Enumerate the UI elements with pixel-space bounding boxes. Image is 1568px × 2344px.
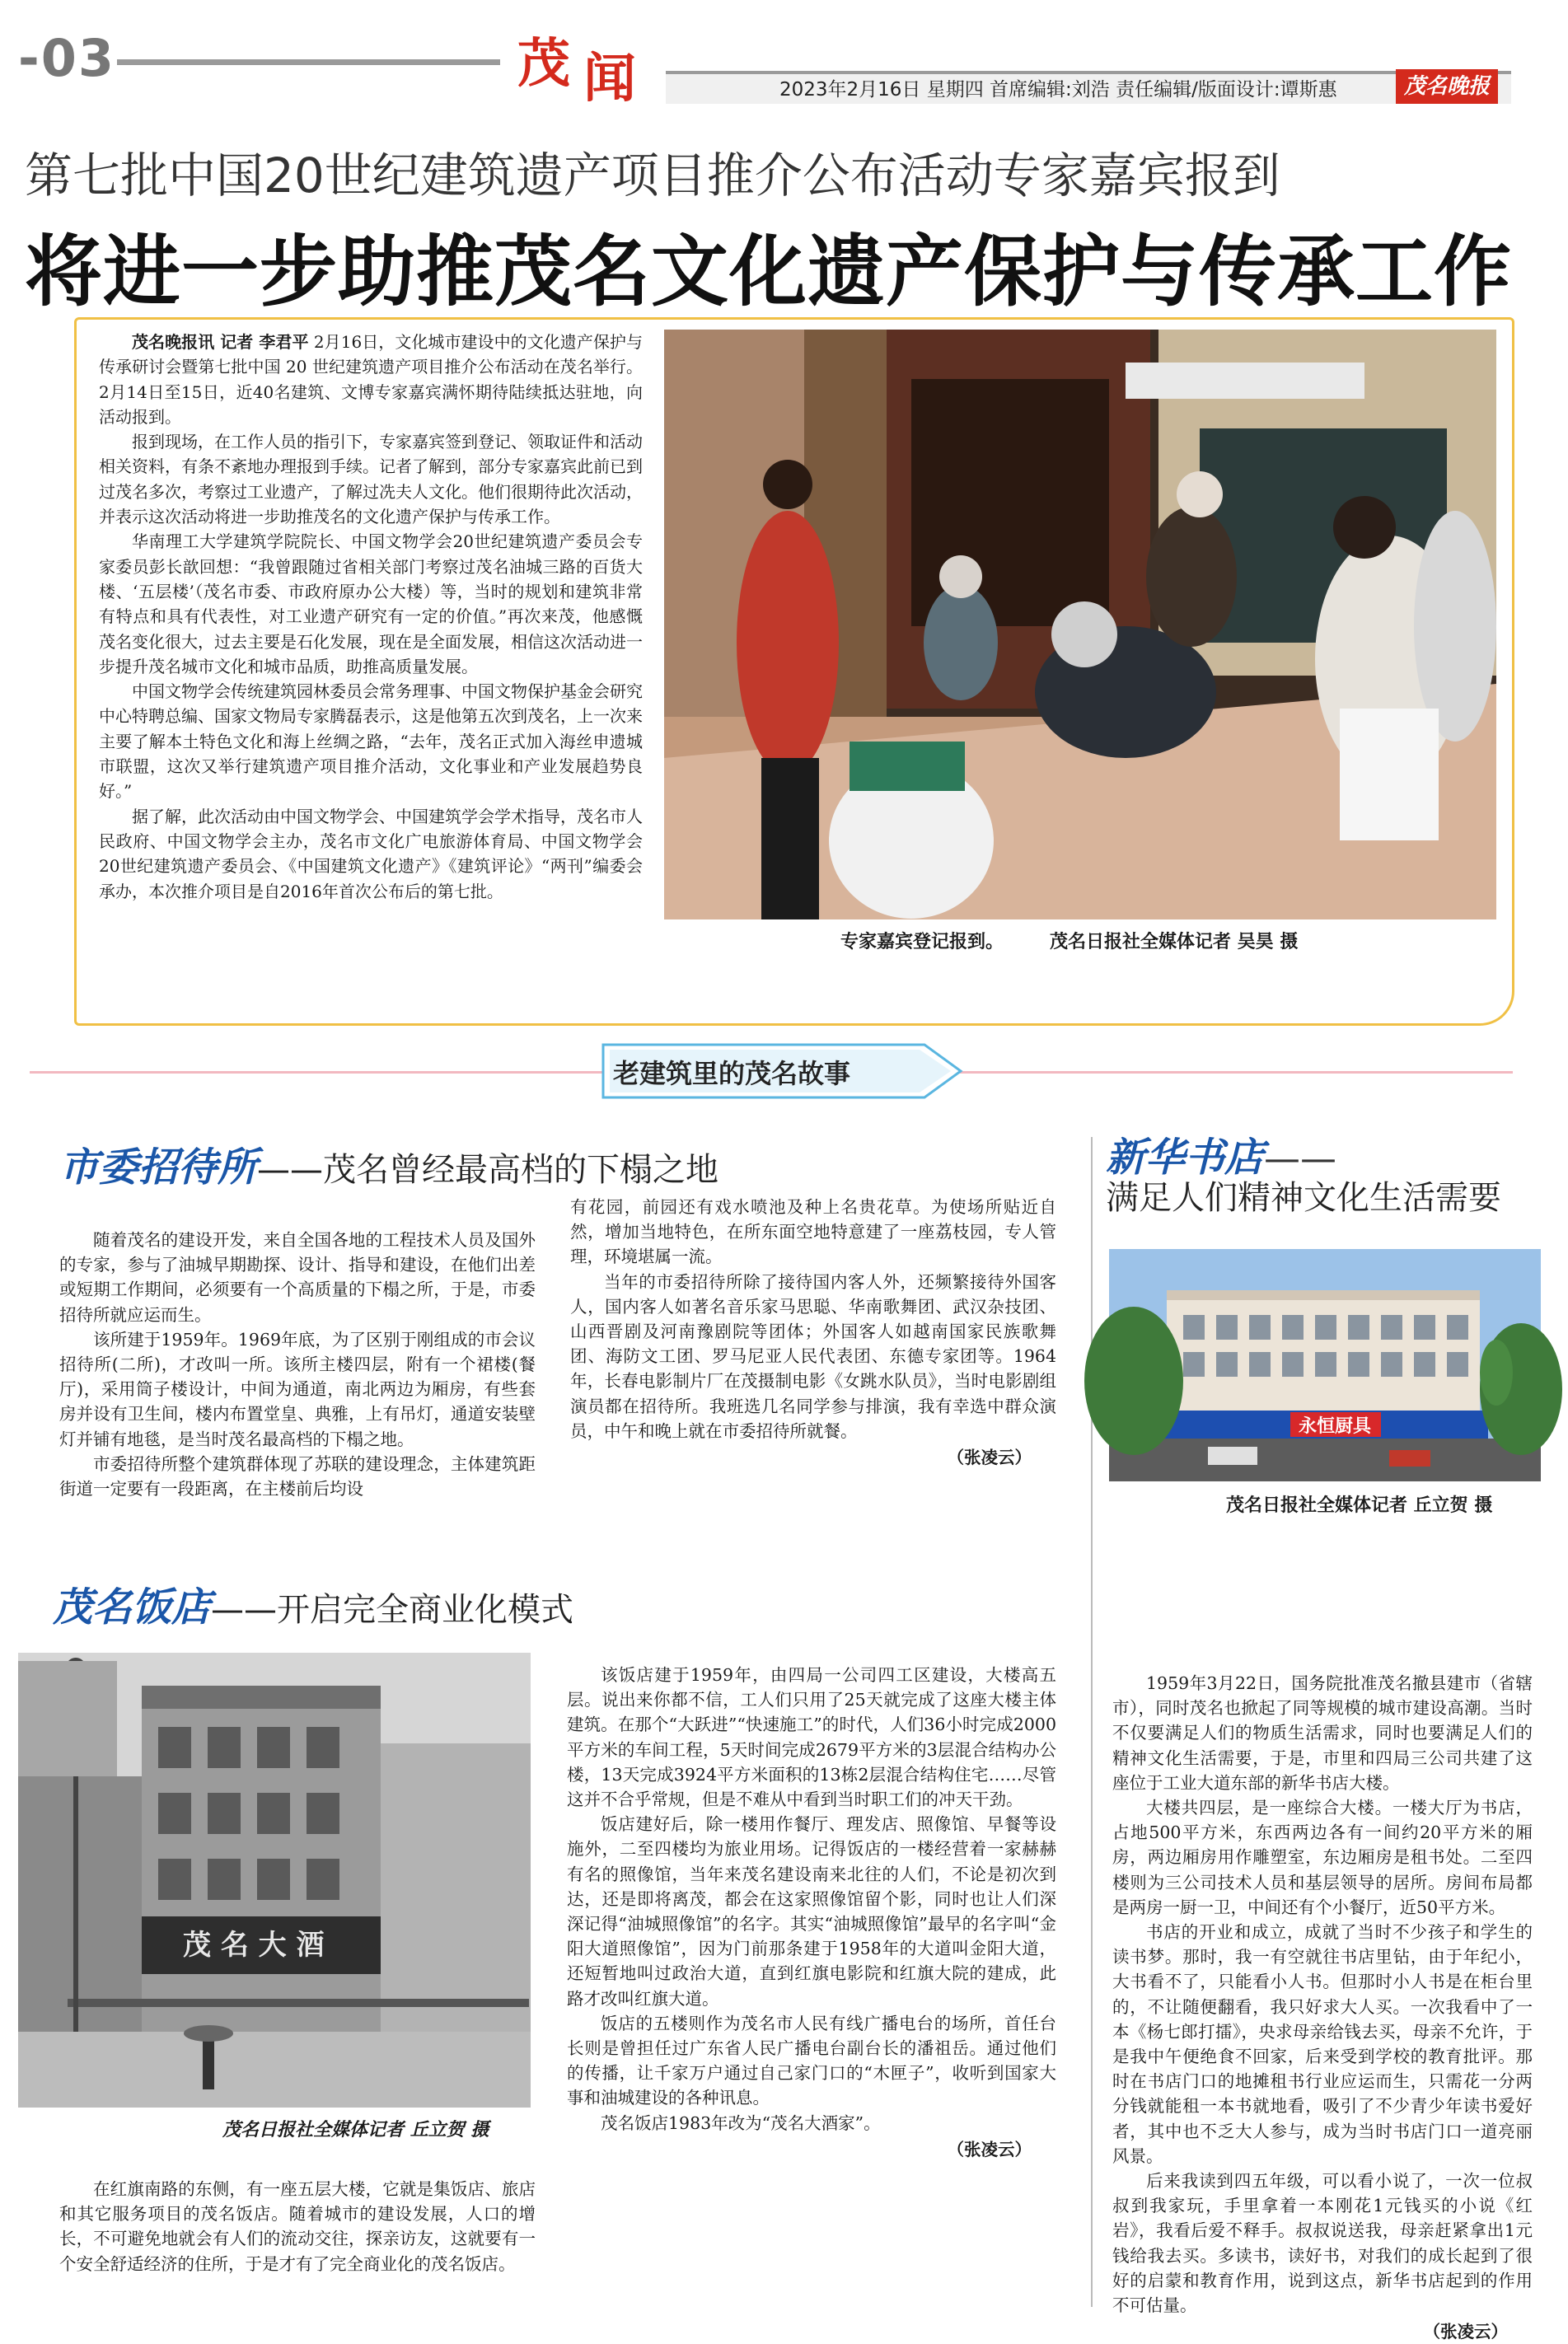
zhaodaisuo-signature: （张凌云） xyxy=(947,1448,1032,1468)
fandian-col-2 xyxy=(59,2177,536,2276)
section-char-1: 茂 xyxy=(517,33,570,95)
zhaodaisuo-title: 市委招待所 xyxy=(59,1144,258,1191)
section-mark xyxy=(517,21,649,110)
lead-photo xyxy=(664,330,1496,919)
fandian-tagline: ——开启完全商业化模式 xyxy=(211,1591,574,1629)
column-divider xyxy=(1091,1137,1093,2307)
section-char-2: 闻 xyxy=(583,48,636,110)
fandian-paragraph: 饭店的五楼则作为茂名市人民有线广播电台的场所，首任台长则是曾担任过广东省人民广播电台副台长的潘祖岳。通过他们的传播，让千家万户通过自己家门口的“木匣子”，收听到国家大事和油城建设的各种讯息。 xyxy=(567,2013,1056,2108)
zhaodaisuo-col-1 xyxy=(59,1228,536,1501)
xinhua-tagline: 满足人们精神文化生活需要 xyxy=(1106,1179,1501,1217)
zhaodaisuo-paragraph: 当年的市委招待所除了接待国内客人外，还频繁接待外国客人，国内客人如著名音乐家马思聪、华南歌舞团、武汉杂技团、山西晋剧及河南豫剧院等团体；外国客人如越南国家民族歌舞团、海防文工团、罗马尼亚人民代表团、东德专家团等。1964年，长春电影制片厂在茂摄制电影《女跳水队员》，当时电影剧组演员都在招待所。我班选几名同学参与排演，我有幸选中群众演员，中午和晚上就在市委招待所就餐。 xyxy=(570,1271,1056,1441)
fandian-paragraph: 饭店建好后，除一楼用作餐厅、理发店、照像馆、早餐等设施外，二至四楼均为旅业用场。记得饭店的一楼经营着一家赫赫有名的照像馆，当年来茂名建设南来北往的人们，不论是初次到达，还是即将离茂，都会在这家照像馆留个影，同时也让人们深深记得“油城照像馆”的名字。其实“油城照像馆”最早的名字叫“金阳大道照像馆”，因为门前那条建于1958年的大道叫金阳大道，还短暂地叫过政治大道，直到红旗电影院和红旗大院的建成，此路才改叫红旗大道。 xyxy=(567,1814,1056,2009)
lead-paragraph: 中国文物学会传统建筑园林委员会常务理事、中国文物保护基金会研究中心特聘总编、国家文物局专家腾磊表示，这是他第五次到茂名，上一次来主要了解本土特色文化和海上丝绸之路，“去年，茂名正式加入海丝申遗城市联盟，这次又举行建筑遗产项目推介活动，文化事业和产业发展趋势良好。” xyxy=(99,681,643,802)
zhaodaisuo-tagline: ——茂名曾经最高档的下榻之地 xyxy=(257,1151,719,1189)
xinhua-paragraph: 书店的开业和成立，成就了当时不少孩子和学生的读书梦。那时，我一有空就往书店里钻，由于年纪小，大书看不了，只能看小人书。但那时小人书是在柜台里的，不让随便翻看，我只好求大人买。一次我看中了一本《杨七郎打擂》，央求母亲给钱去买，母亲不允许，于是我中午便绝食不回家，后来受到学校的教育批评。那时在书店门口的地摊租书行业应运而生，只需花一分两分钱就能租一本书就地看，吸引了不少青少年读书爱好者，其中也不乏大人参与，成为当时书店门口一道亮丽风景。 xyxy=(1112,1922,1533,2166)
fandian-signature: （张凌云） xyxy=(947,2139,1032,2159)
page-number: -03 xyxy=(18,28,116,88)
zhaodaisuo-paragraph: 该所建于1959年。1969年底，为了区别于刚组成的市会议招待所(二所)，才改叫一所。该所主楼四层，附有一个裙楼(餐厅)，采用筒子楼设计，中间为通道，南北两边为厢房，有些套房并设有卫生间，楼内布置堂皇、典雅，上有吊灯，通道安装壁灯并铺有地毯，是当时茂名最高档的下榻之地。 xyxy=(59,1329,536,1449)
fandian-photo-caption: 茂名日报社全媒体记者 丘立贺 摄 xyxy=(222,2120,489,2140)
zhaodaisuo-paragraph: 随着茂名的建设开发，来自全国各地的工程技术人员及国外的专家，参与了油城早期勘探、设计、指导和建设，在他们出差或短期工作期间，必须要有一个高质量的下榻之所，于是，市委招待所就应运而生。 xyxy=(59,1230,536,1325)
xinhua-title: 新华书店 xyxy=(1106,1135,1265,1181)
ribbon-label: 老建筑里的茂名故事 xyxy=(613,1058,851,1089)
masthead-rule xyxy=(117,59,500,65)
lead-byline: 茂名晚报讯 记者 李君平 xyxy=(132,332,309,352)
brand-logo: 茂名晚报 xyxy=(1396,69,1498,104)
fandian-heading xyxy=(53,1575,573,1632)
fandian-col-1 xyxy=(567,1663,1056,2162)
xinhua-paragraph: 1959年3月22日，国务院批准茂名撤县建市（省辖市），同时茂名也掀起了同等规模的城市建设高潮。当时不仅要满足人们的物质生活需求，同时也要满足人们的精神文化生活需要，于是，市里和四局三公司共建了这座位于工业大道东部的新华书店大楼。 xyxy=(1112,1673,1533,1793)
fandian-paragraph: 茂名饭店1983年改为“茂名大酒家”。 xyxy=(601,2112,881,2133)
lead-article xyxy=(99,330,643,904)
xinhua-photo xyxy=(1109,1249,1541,1481)
xinhua-dash: —— xyxy=(1264,1138,1337,1180)
lead-photo-caption xyxy=(840,928,1298,953)
lead-headline: 将进一步助推茂名文化遗产保护与传承工作 xyxy=(25,227,1513,317)
zhaodaisuo-heading xyxy=(59,1135,718,1192)
lead-caption-credit: 茂名日报社全媒体记者 吴昊 摄 xyxy=(1050,932,1299,952)
zhaodaisuo-continued: 有花园，前园还有戏水喷池及种上名贵花草。为使场所贴近自然，增加当地特色，在所东面空地特意建了一座荔枝园，专人管理，环境堪属一流。 xyxy=(570,1197,1056,1267)
xinhua-paragraph: 大楼共四层，是一座综合大楼。一楼大厅为书店，占地500平方米，东西两边各有一间约20平方米的厢房，两边厢房用作雕塑室，东边厢房是租书处。二至四楼则为三公司技术人员和基层领导的居所。房间布局都是两房一厨一卫，中间还有个小餐厅，近50平方米。 xyxy=(1112,1798,1533,1917)
fandian-photo-sign: 茂 名 大 酒 xyxy=(183,1929,325,1962)
lead-paragraph: 报到现场，在工作人员的指引下，专家嘉宾签到登记、领取证件和活动相关资料，有条不紊地办理报到手续。记者了解到，部分专家嘉宾此前已到过茂名多次，考察过工业遗产，了解过冼夫人文化。他们很期待此次活动，并表示这次活动将进一步助推茂名的文化遗产保护与传承工作。 xyxy=(99,432,643,527)
fandian-photo xyxy=(18,1653,531,2108)
zhaodaisuo-col-2 xyxy=(570,1195,1056,1470)
issue-meta: 2023年2月16日 星期四 首席编辑:刘浩 责任编辑/版面设计:谭斯惠 xyxy=(779,79,1337,101)
fandian-paragraph: 该饭店建于1959年，由四局一公司四工区建设，大楼高五层。说出来你都不信，工人们只用了25天就完成了这座大楼主体建筑。在那个“大跃进”“快速施工”的时代，人们36小时完成2000平方米的车间工程，5天时间完成2679平方米的3层混合结构办公楼，13天完成3924平方米面积的13栋2层混合结构住宅……尽管这并不合乎常规，但是不难从中看到当时职工们的冲天干劲。 xyxy=(567,1665,1056,1810)
lead-paragraph: 据了解，此次活动由中国文物学会、中国建筑学会学术指导，茂名市人民政府、中国文物学会主办，茂名市文化广电旅游体育局、中国文物学会20世纪建筑遗产委员会、《中国建筑文化遗产》《建筑评论》“两刊”编委会承办，本次推介项目是自2016年首次公布后的第七批。 xyxy=(99,806,643,901)
xinhua-signature: （张凌云） xyxy=(1423,2322,1508,2342)
xinhua-paragraph: 后来我读到四五年级，可以看小说了，一次一位叔叔到我家玩，手里拿着一本刚花1元钱买的小说《红岩》，我看后爱不释手。叔叔说送我，母亲赶紧拿出1元钱给我去买。多读书，读好书，对我们的成长起到了很好的启蒙和教育作用，说到这点，新华书店起到的作用不可估量。 xyxy=(1112,2171,1533,2316)
lead-subhead: 第七批中国20世纪建筑遗产项目推介公布活动专家嘉宾报到 xyxy=(25,147,1280,204)
xinhua-article xyxy=(1112,1671,1533,2344)
fandian-paragraph: 在红旗南路的东侧，有一座五层大楼，它就是集饭店、旅店和其它服务项目的茂名饭店。随着城市的建设发展，人口的增长，不可避免地就会有人们的流动交往，探亲访友，这就要有一个安全舒适经济的住所，于是才有了完全商业化的茂名饭店。 xyxy=(59,2179,536,2274)
xinhua-photo-sign: 永恒厨具 xyxy=(1299,1416,1372,1437)
lead-caption-text: 专家嘉宾登记报到。 xyxy=(840,932,1004,952)
lead-paragraph: 华南理工大学建筑学院院长、中国文物学会20世纪建筑遗产委员会专家委员彭长歆回想：“我曾跟随过省相关部门考察过茂名油城三路的百货大楼、‘五层楼’（茂名市委、市政府原办公大楼）等，当时的规划和建筑非常有特点和具有代表性，对工业遗产研究有一定的价值。”再次来茂，他感慨茂名变化很大，过去主要是石化发展，现在是全面发展，相信这次活动进一步提升茂名城市文化和城市品质，助推高质量发展。 xyxy=(99,531,643,676)
xinhua-photo-caption: 茂名日报社全媒体记者 丘立贺 摄 xyxy=(1226,1495,1493,1516)
lead-paragraph: 茂名晚报讯 记者 李君平 2月16日，文化城市建设中的文化遗产保护与传承研讨会暨第七批中国 20 世纪建筑遗产项目推介公布活动在茂名举行。2月14日至15日，近40名建筑、文博专家嘉宾满怀期待陆续抵达驻地，向活动报到。 xyxy=(99,332,643,427)
fandian-title: 茂名饭店 xyxy=(53,1584,212,1631)
zhaodaisuo-paragraph: 市委招待所整个建筑群体现了苏联的建设理念，主体建筑距街道一定要有一段距离，在主楼前后均设 xyxy=(59,1453,536,1500)
